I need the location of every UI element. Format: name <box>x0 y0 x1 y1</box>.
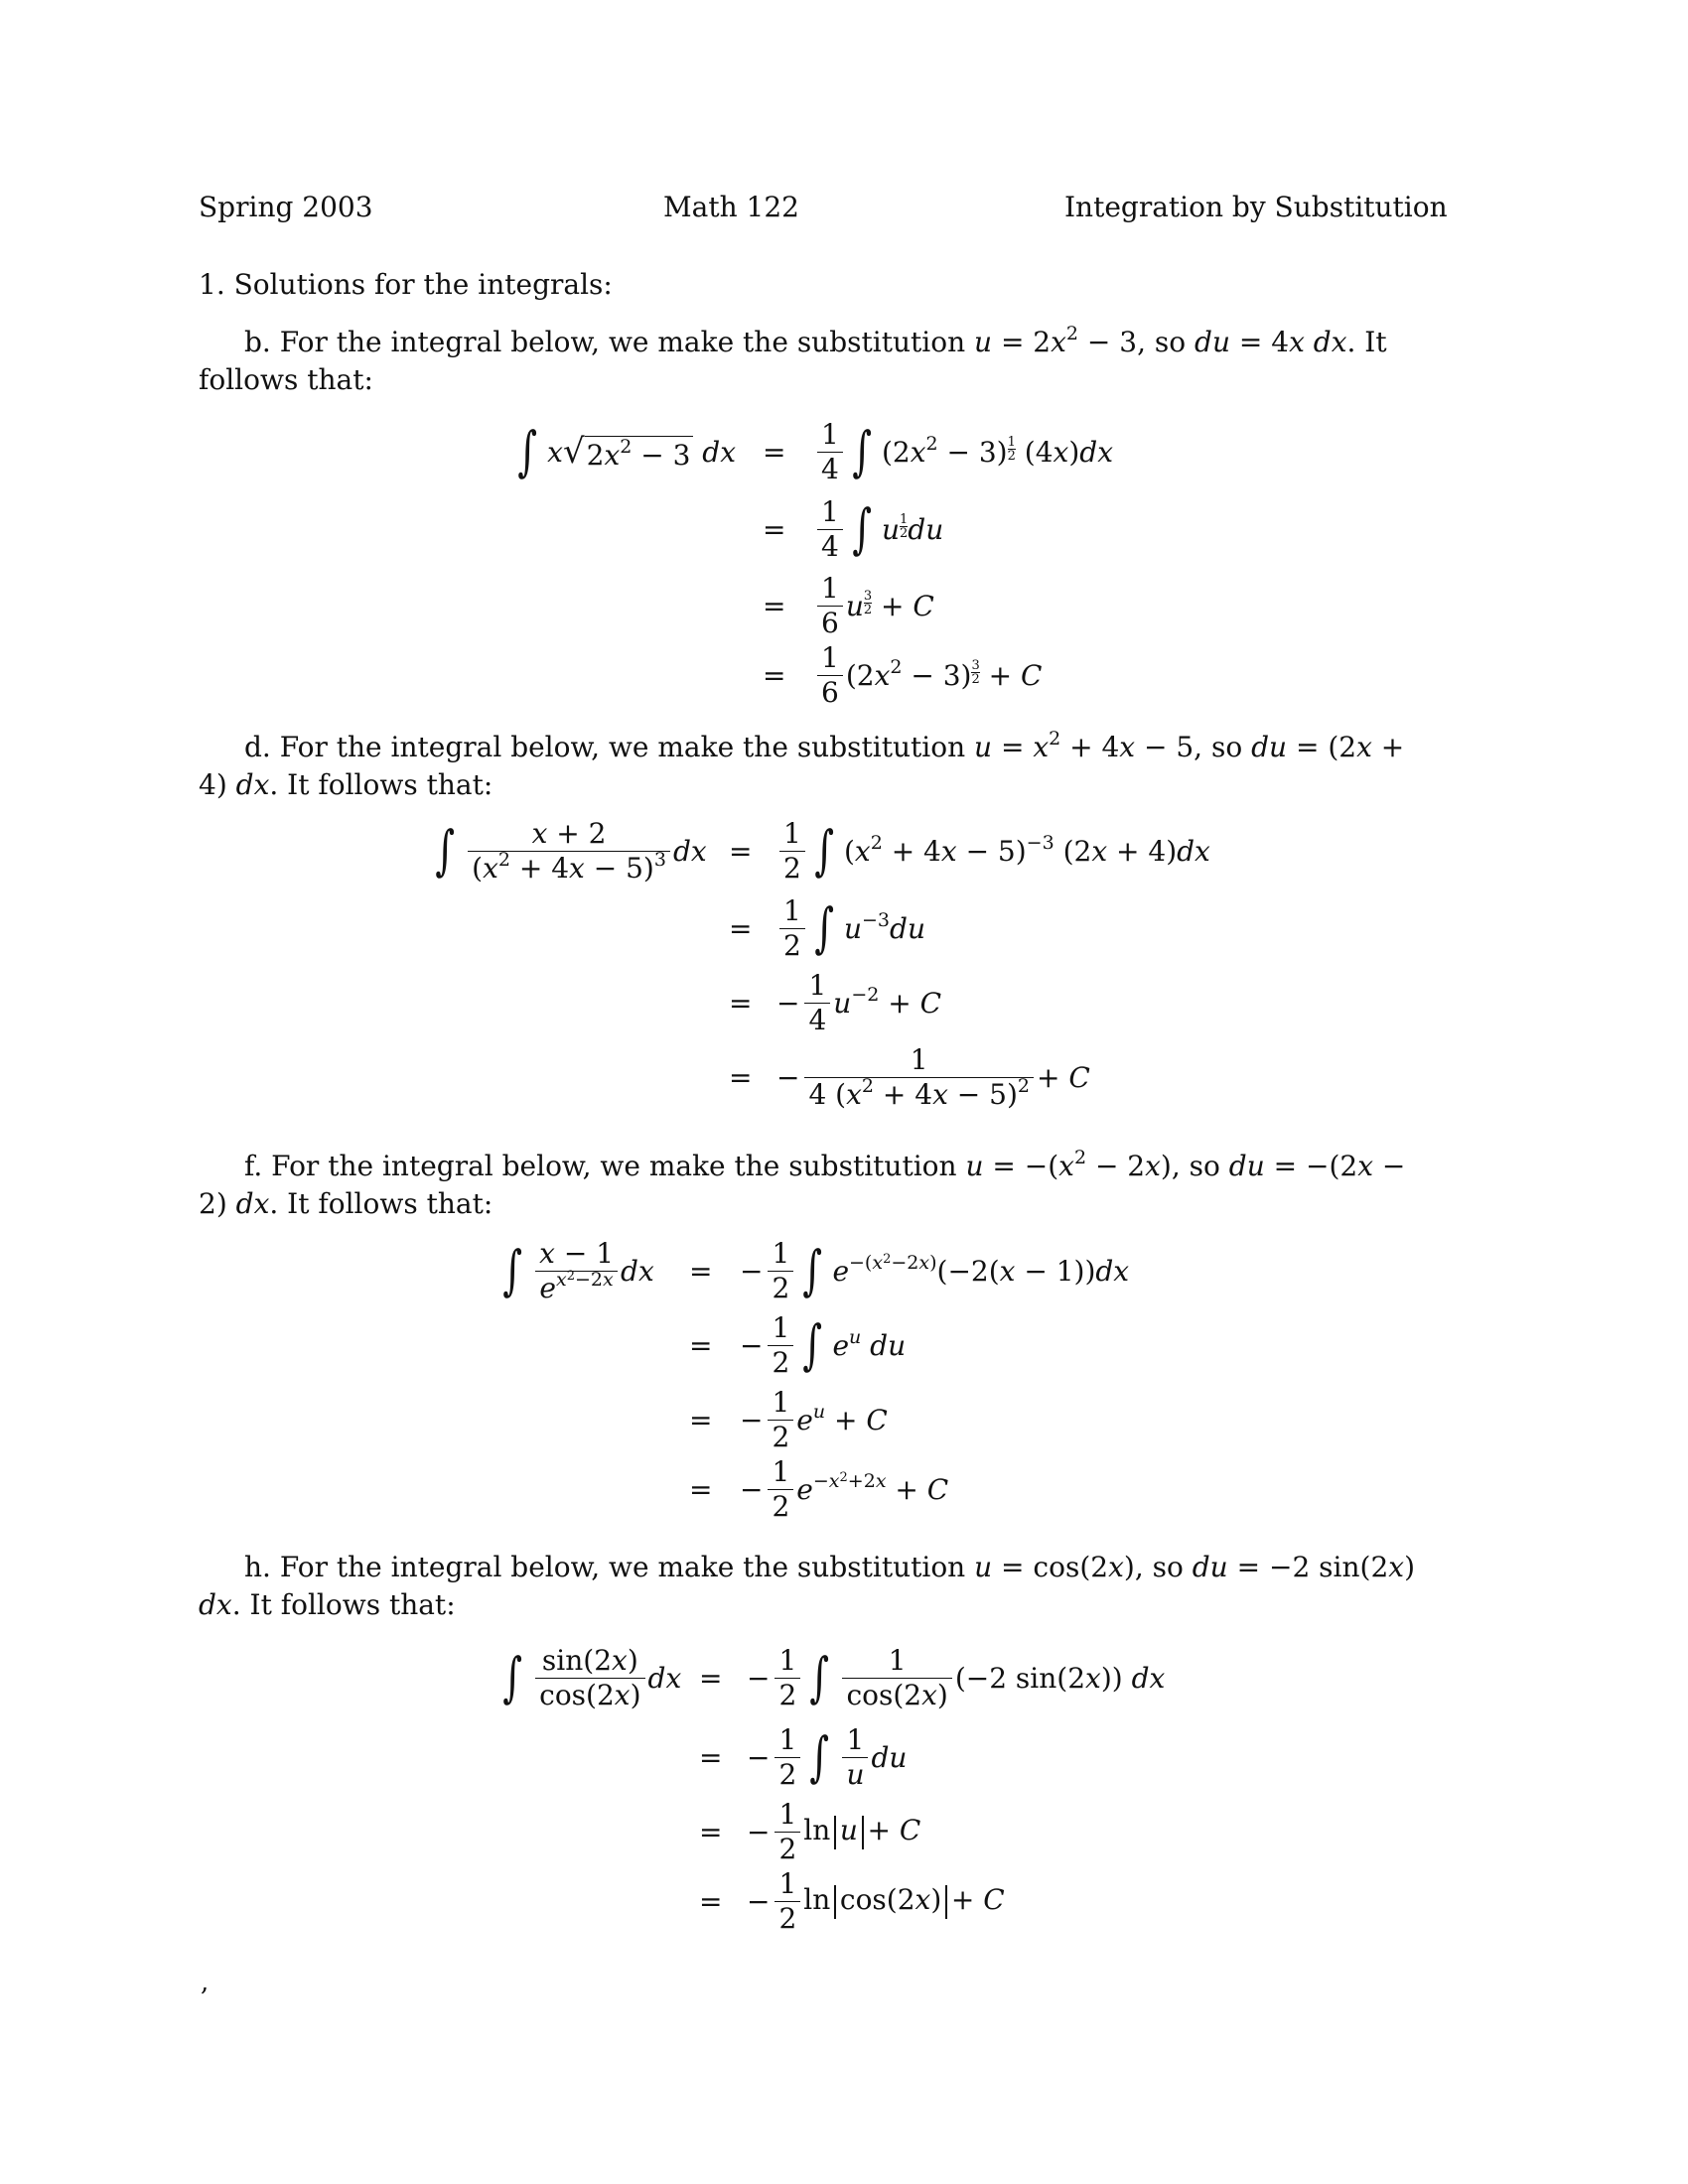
problem-f-intro: f. For the integral below, we make the substitution $u = -(x^2 - 2x)$, so du = −(2x − 2) dx. It follows that: <box>199 1147 1406 1220</box>
equation-row: ∫ $\frac{x - 1}{e^{x^2-2x}}$ dx = − $\frac{1}{2}$ ∫ $e^{-(x^2-2x)}(-2(x - 1))dx$ <box>502 1236 1130 1304</box>
equation-row: ∫ $\frac{\sin(2x)}{\cos(2x)}$ dx = − $\frac{1}{2}$ ∫ $\frac{1}{\cos(2x)}$ (−2 sin(2x)) dx <box>502 1643 1166 1711</box>
header-course: Math 122 <box>663 191 799 223</box>
intro-text: , so <box>1171 1150 1229 1182</box>
intro-text: b. For the integral below, we make the substitution <box>244 326 974 358</box>
equation-row: = − $\frac{1}{2}$ ∫ $\frac{1}{u}$ du <box>699 1722 908 1791</box>
equation-row: = $\frac{1}{4}$ ∫ u $^{\frac{1}{2}}$ du <box>763 494 944 563</box>
equation-row: = − $\frac{1}{2}$ $e^u + C$ <box>689 1385 888 1453</box>
intro-text: , so <box>1194 731 1252 763</box>
equation-row: = $\frac{1}{6}$ $(2x^2 - 3)$ $^{\frac{3}{2}}$ + C <box>763 640 1043 709</box>
intro-text: h. For the integral below, we make the substitution <box>244 1551 975 1583</box>
integral-sign: ∫ <box>517 420 537 482</box>
footer-mark: , <box>201 1968 210 1997</box>
intro-text: d. For the integral below, we make the substitution <box>244 731 974 763</box>
equation-row: = $\frac{1}{6}$ u $^{\frac{3}{2}}$ + C <box>763 571 934 639</box>
equation-row: = − $\frac{1}{2}$ ∫ $e^u$ du <box>689 1310 907 1379</box>
problem-d-intro: d. For the integral below, we make the substitution $u = x^2 + 4x - 5$, so du = (2x + 4) dx. It follows that: <box>199 728 1405 801</box>
problem-h-intro: h. For the integral below, we make the substitution u = cos(2x), so du = −2 sin(2x) dx. It follows that: <box>199 1551 1415 1621</box>
equation-row: = − $\frac{1}{4 (x^2 + 4x - 5)^2}$ + C <box>729 1042 1090 1111</box>
equation-row: = − $\frac{1}{4}$ $u^{-2} + C$ <box>729 968 942 1036</box>
equation-row: = − $\frac{1}{2}$ ln u + C <box>699 1797 921 1865</box>
intro-text: , so <box>1134 1551 1193 1583</box>
equation-row: = − $\frac{1}{2}$ $e^{-x^2+2x} + C$ <box>689 1454 949 1523</box>
equation-row: = − $\frac{1}{2}$ ln cos(2x) + C <box>699 1866 1005 1935</box>
header-topic: Integration by Substitution <box>1064 191 1448 223</box>
intro-text: f. For the integral below, we make the substitution <box>244 1150 966 1182</box>
equation-rhs: $\frac{1}{4}$ ∫ $(2x^2 - 3)$ $^{\frac{1}{2}}$ (4x)dx <box>814 420 1113 484</box>
equation-row: ∫ x √ $2x^2 - 3$ dx = $\frac{1}{4}$ ∫ $(2x^2 - 3)$ $^{\frac{1}{2}}$ (4x)dx <box>0 417 1688 486</box>
square-root: √ $2x^2 - 3$ <box>563 432 693 472</box>
problem-b-intro: b. For the integral below, we make the substitution $u = 2x^2 - 3$, so du = 4x dx. It follows that: <box>199 323 1387 396</box>
equation-lhs: ∫ x √ $2x^2 - 3$ dx <box>517 420 737 482</box>
section-title: 1. Solutions for the integrals: <box>199 268 613 301</box>
intro-text: , so <box>1137 326 1196 358</box>
equation-row: = $\frac{1}{2}$ ∫ $u^{-3}du$ <box>729 893 925 962</box>
header-term: Spring 2003 <box>199 191 373 223</box>
equation-row: ∫ $\frac{x + 2}{(x^2 + 4x - 5)^3}$ dx = $\frac{1}{2}$ ∫ $(x^2 + 4x - 5)^{-3}$ (2x + 4)dx <box>435 816 1210 885</box>
